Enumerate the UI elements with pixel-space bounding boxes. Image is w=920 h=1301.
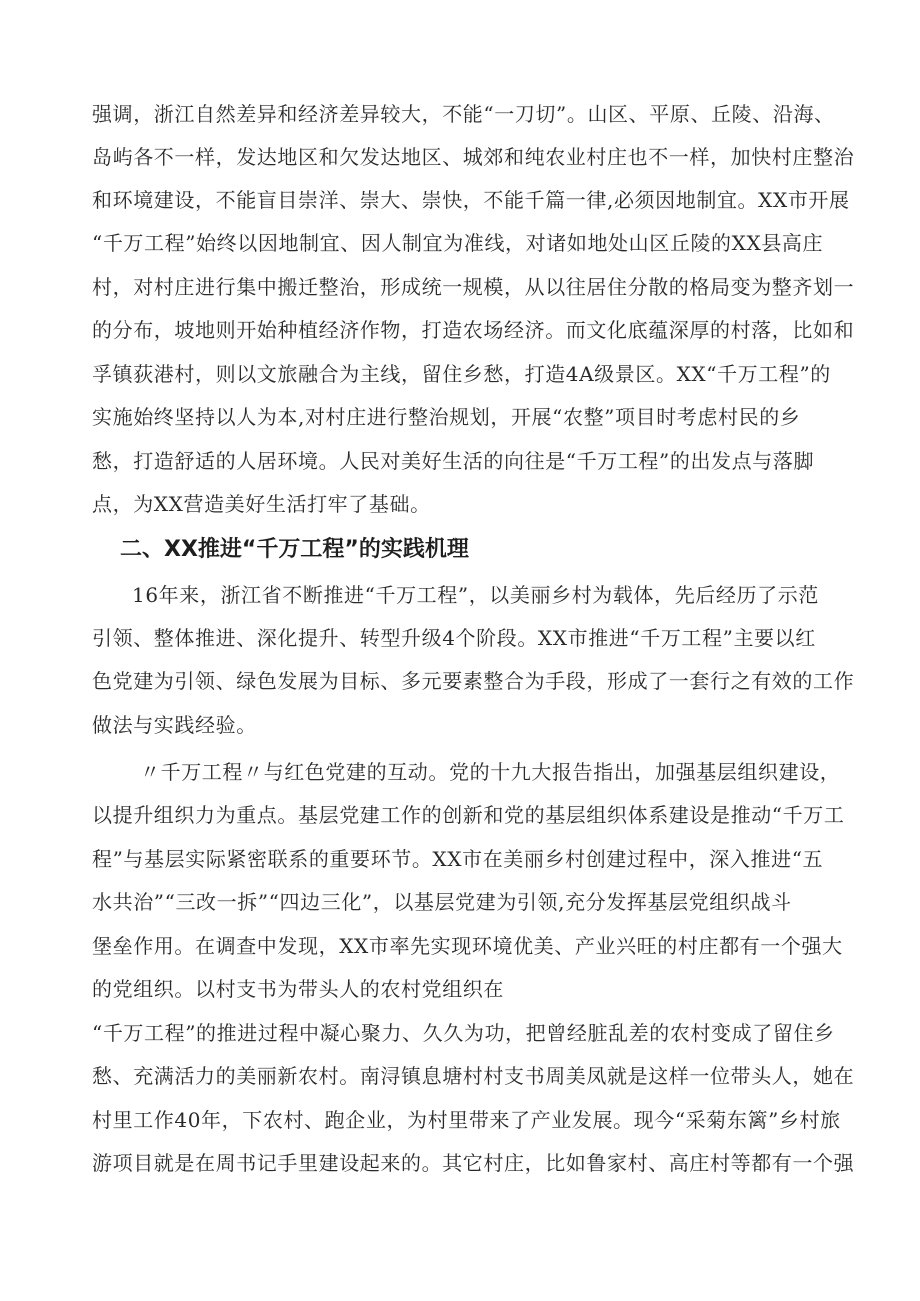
paragraph-line: 和环境建设，不能盲目崇洋、崇大、崇快，不能千篇一律,必须因地制宜。XX市开展 [92,188,850,212]
paragraph-line: 16年来，浙江省不断推进“千万工程”，以美丽乡村为载体，先后经历了示范 [132,583,819,607]
paragraph-line: 程”与基层实际紧密联系的重要环节。XX市在美丽乡村创建过程中，深入推进“五 [92,847,824,871]
paragraph-line: 愁、充满活力的美丽新农村。南浔镇息塘村村支书周美凤就是这样一位带头人，她在 [92,1064,855,1088]
paragraph-line: 村里工作40年，下农村、跑企业，为村里带来了产业发展。现今“采菊东篱”乡村旅 [92,1108,841,1132]
paragraph-line: 愁，打造舒适的人居环境。人民对美好生活的向往是“千万工程”的出发点与落脚 [92,449,815,473]
paragraph-line: 堡垒作用。在调查中发现，XX市率先实现环境优美、产业兴旺的村庄都有一个强大 [92,934,843,958]
paragraph-line: 村，对村庄进行集中搬迁整治，形成统一规模，从以往居住分散的格局变为整齐划一 [92,275,855,299]
paragraph-line: 游项目就是在周书记手里建设起来的。其它村庄，比如鲁家村、高庄村等都有一个强 [92,1151,855,1175]
paragraph-line: 水共治”“三改一拆”“四边三化”，以基层党建为引领,充分发挥基层党组织战斗 [92,890,792,914]
paragraph-line: 的分布，坡地则开始种植经济作物，打造农场经济。而文化底蕴深厚的村落，比如和 [92,318,855,342]
section-heading: 二、XX推进“千万工程”的实践机理 [120,537,469,562]
paragraph-line: 做法与实践经验。 [92,713,257,737]
paragraph-line: 点，为XX营造美好生活打牢了基础。 [92,492,431,516]
paragraph-line: 强调，浙江自然差异和经济差异较大，不能“一刀切”。山区、平原、丘陵、沿海、 [92,102,835,126]
paragraph-line: 岛屿各不一样，发达地区和欠发达地区、城郊和纯农业村庄也不一样，加快村庄整治 [92,145,855,169]
paragraph-line: 孚镇荻港村，则以文旅融合为主线，留住乡愁，打造4A级景区。XX“千万工程”的 [92,362,831,386]
paragraph-line: 的党组织。以村支书为带头人的农村党组织在 [92,977,504,1001]
paragraph-line: 色党建为引领、绿色发展为目标、多元要素整合为手段，形成了一套行之有效的工作 [92,669,855,693]
paragraph-line: 引领、整体推进、深化提升、转型升级4个阶段。XX市推进“千万工程”主要以红 [92,626,816,650]
paragraph-line: “千万工程”的推进过程中凝心聚力、久久为功，把曾经脏乱差的农村变成了留住乡 [92,1021,835,1045]
paragraph-line: 〃千万工程〃与红色党建的互动。党的十九大报告指出，加强基层组织建设， [140,760,841,784]
paragraph-line: 以提升组织力为重点。基层党建工作的创新和党的基层组织体系建设是推动“千万工 [92,803,845,827]
paragraph-line: 实施始终坚持以人为本,对村庄进行整治规划，开展“农整”项目时考虑村民的乡 [92,405,801,429]
paragraph-line: “千万工程”始终以因地制宜、因人制宜为准线，对诸如地处山区丘陵的XX县高庄 [92,231,824,255]
